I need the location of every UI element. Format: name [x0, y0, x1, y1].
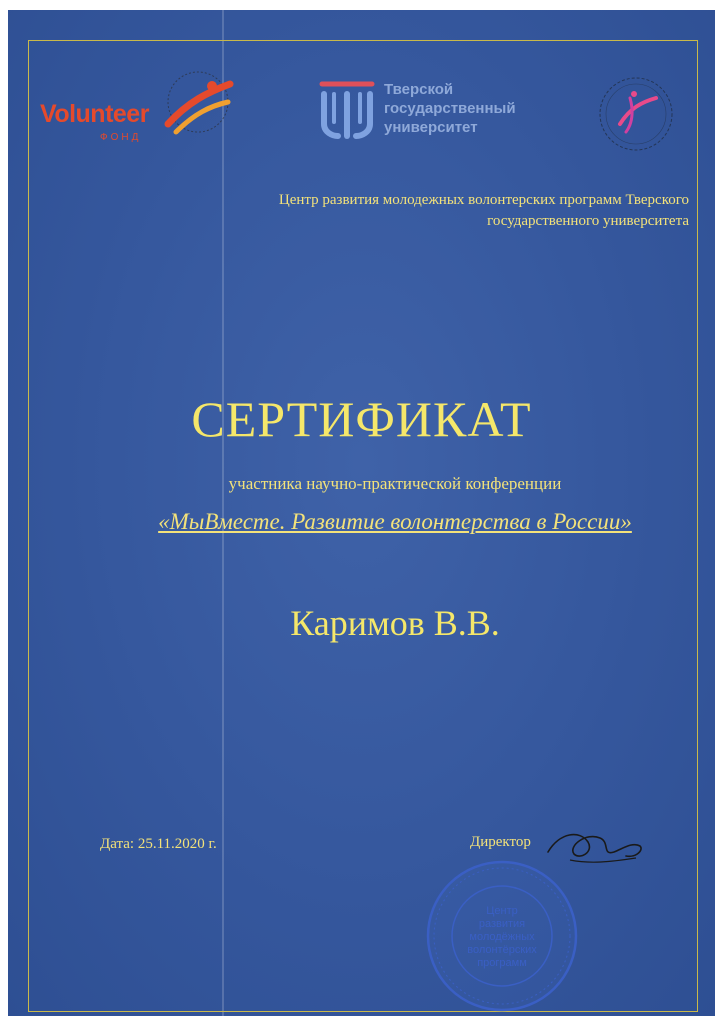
university-logo — [318, 78, 548, 148]
organization-stamp — [424, 858, 580, 1014]
volunteer-emblem-icon — [590, 68, 682, 160]
volunteer-swoosh-icon — [158, 62, 238, 142]
issue-date: Дата: 25.11.2020 г. — [100, 836, 217, 852]
stamp-line-2: развития — [478, 918, 526, 930]
volunteer-logo-text: Volunteer — [40, 100, 149, 128]
stamp-line-4: волонтёрских — [467, 944, 537, 956]
university-emblem-icon — [318, 78, 376, 140]
certificate-title: СЕРТИФИКАТ — [191, 391, 532, 447]
volunteer-logo-subtext: ФОНД — [100, 132, 142, 143]
university-name-line-3: университет — [384, 119, 478, 136]
university-name-line-1: Тверской — [384, 81, 454, 98]
university-name-line-2: государственный — [384, 100, 516, 117]
stamp-line-1: Центр — [486, 905, 518, 917]
conference-name: «МыВместе. Развитие волонтерства в России» — [158, 509, 632, 534]
organizer-line-2: государственного университета — [487, 213, 689, 229]
organizer-line-1: Центр развития молодежных волонтерских программ Тверского — [278, 192, 689, 208]
stamp-line-5: программ — [477, 957, 527, 969]
university-name — [384, 80, 516, 137]
recipient-name: Каримов В.В. — [290, 603, 500, 643]
volunteer-fund-logo — [38, 62, 238, 152]
certificate-subtitle: участника научно-практической конференции — [228, 474, 562, 493]
director-label: Директор — [470, 834, 531, 850]
stamp-line-3: молодёжных — [469, 931, 535, 943]
